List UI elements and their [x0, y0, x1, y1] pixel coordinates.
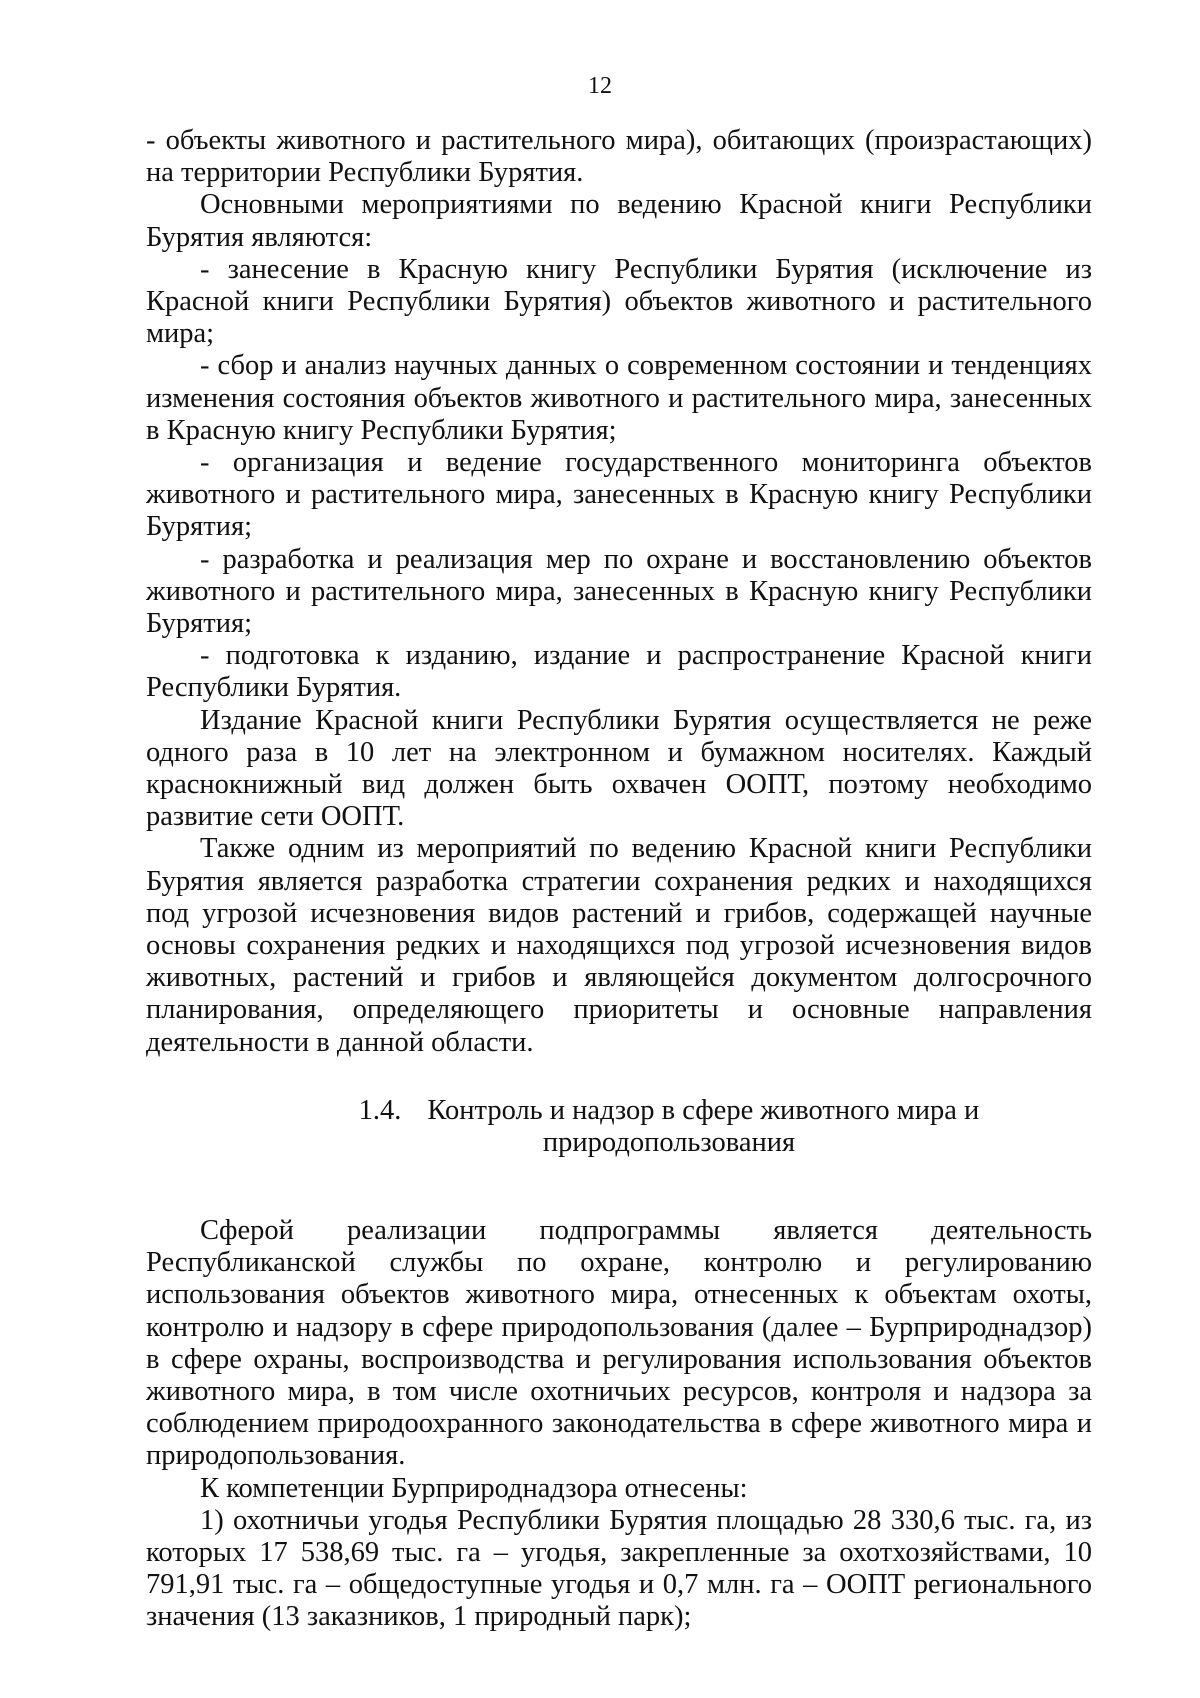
list-item: - организация и ведение государственного мониторинга объектов животного и растительного мира, занесенных в Красную книгу Республики Бурятия;	[146, 447, 1092, 543]
section-number: 1.4.	[358, 1094, 402, 1126]
section-heading-line1	[146, 1095, 1092, 1127]
paragraph: Сферой реализации подпрограммы является деятельность Республиканской службы по охране, контролю и регулированию использования объектов животного мира, отнесенных к объектам охоты, контролю и надзору в сфере природопользования (далее – Бурприроднадзор) в сфере охраны, воспроизводства и регулирования использования объектов животного мира, в том числе охотничьих ресурсов, контроля и надзора за соблюдением природоохранного законодательства в сфере животного мира и природопользования.	[146, 1214, 1092, 1472]
list-item: - занесение в Красную книгу Республики Бурятия (исключение из Красной книги Республики Бурятия) объектов животного и растительного мира;	[146, 253, 1092, 350]
section-title-part2: природопользования	[542, 1126, 796, 1158]
paragraph: Также одним из мероприятий по ведению Красной книги Республики Бурятия является разработка стратегии сохранения редких и находящихся под угрозой исчезновения видов растений и грибов, содержащей научные основы сохранения редких и находящихся под угрозой исчезновения видов животных, растений и грибов и являющейся документом долгосрочного планирования, определяющего приоритеты и основные направления деятельности в данной области.	[146, 833, 1092, 1058]
list-item: - подготовка к изданию, издание и распространение Красной книги Республики Бурятия.	[146, 640, 1092, 704]
paragraph: Издание Красной книги Республики Бурятия осуществляется не реже одного раза в 10 лет на электронном и бумажном носителях. Каждый краснокнижный вид должен быть охвачен ООПТ, поэтому необходимо развитие сети ООПТ.	[146, 704, 1092, 833]
paragraph: К компетенции Бурприроднадзора отнесены:	[200, 1472, 748, 1504]
document-body	[146, 125, 1092, 1634]
page-number: 12	[588, 73, 612, 99]
list-item: 1) охотничьи угодья Республики Бурятия площадью 28 330,6 тыс. га, из которых 17 538,69 тыс. га – угодья, закрепленные за охотхозяйствами, 10 791,91 тыс. га – общедоступные угодья и 0,7 млн. га – ООПТ регионального значения (13 заказников, 1 природный парк);	[146, 1504, 1092, 1633]
paragraph: - объекты животного и растительного мира), обитающих (произрастающих) на территории Республики Бурятия.	[146, 125, 1092, 189]
section-title-part1: Контроль и надзор в сфере животного мира и	[427, 1094, 980, 1126]
paragraph: Основными мероприятиями по ведению Красной книги Республики Бурятия являются:	[146, 189, 1092, 253]
list-item: - разработка и реализация мер по охране и восстановлению объектов животного и растительного мира, занесенных в Красную книгу Республики Бурятия;	[146, 543, 1092, 640]
section-body	[146, 1215, 1092, 1634]
section-heading	[146, 1095, 1092, 1159]
list-item: - сбор и анализ научных данных о современном состоянии и тенденциях изменения состояния объектов животного и растительного мира, занесенных в Красную книгу Республики Бурятия;	[146, 350, 1092, 446]
